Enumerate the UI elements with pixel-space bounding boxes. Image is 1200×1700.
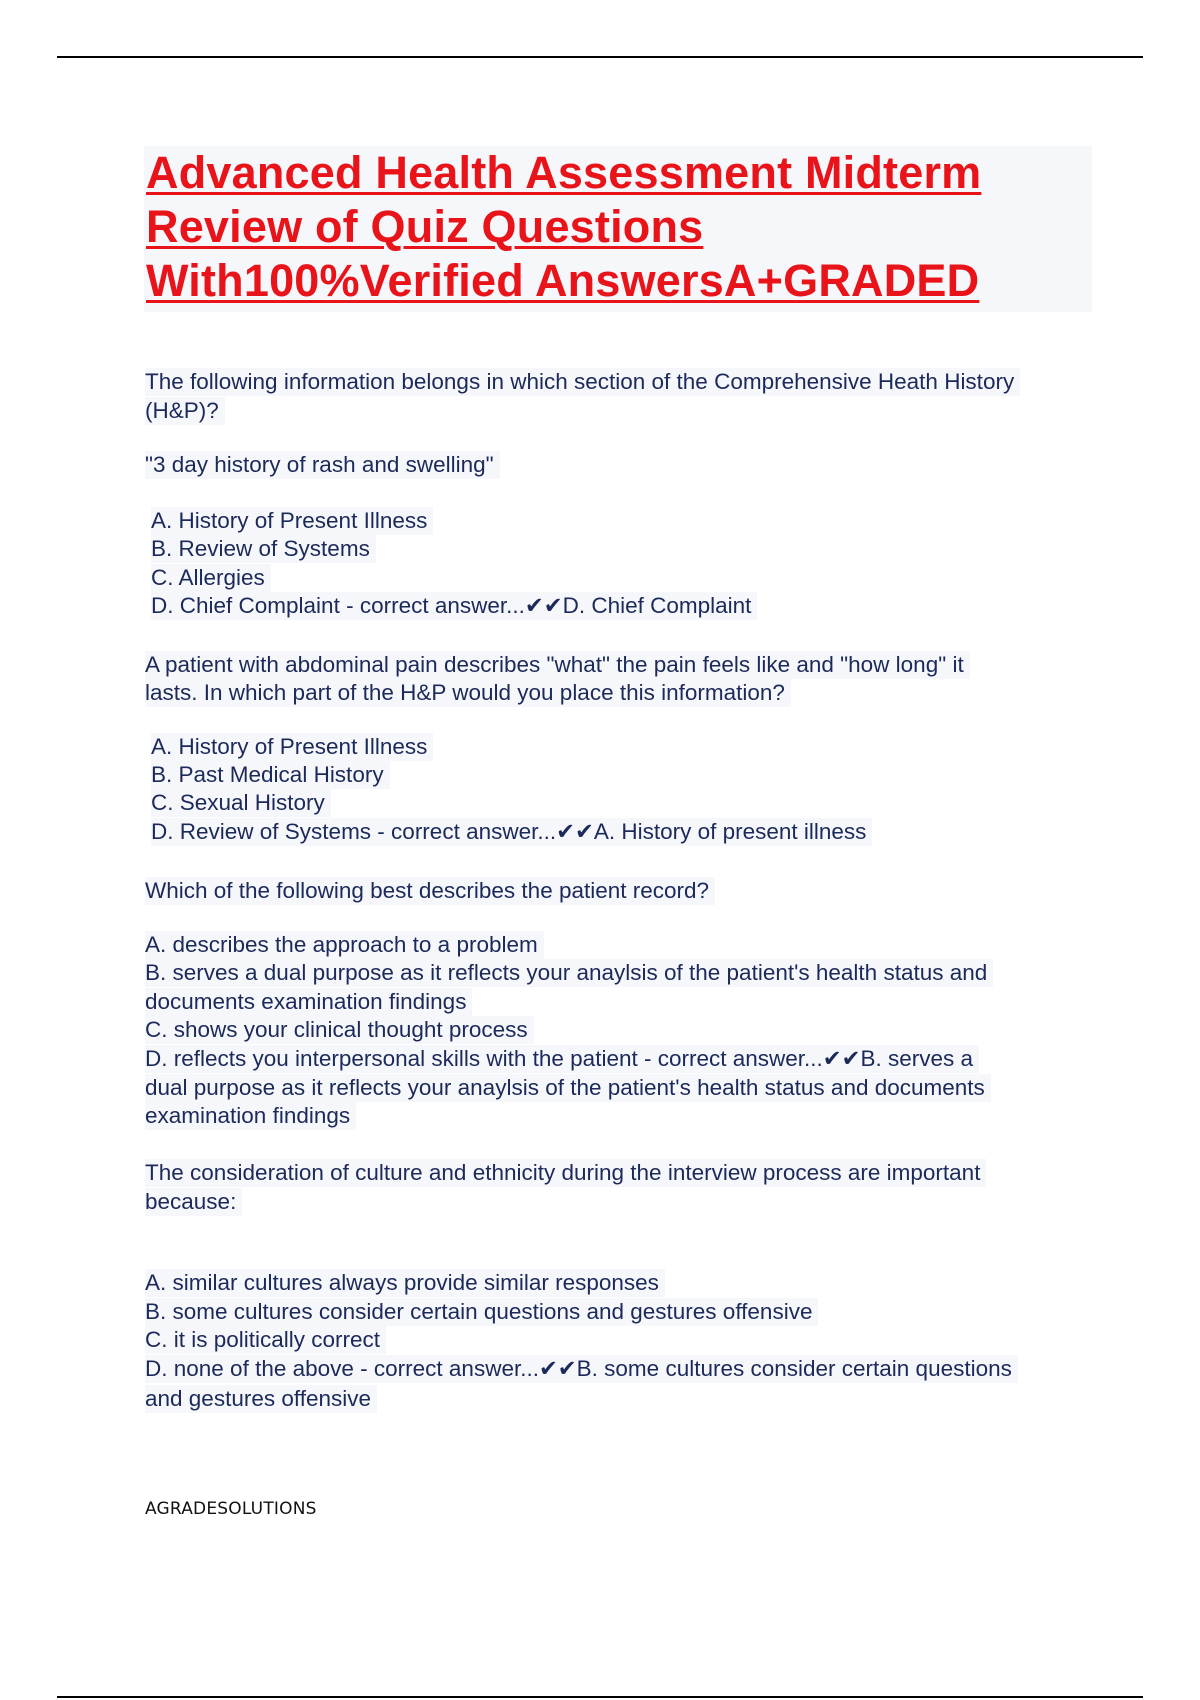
question-4-option-d-answer-line-1: D. none of the above - correct answer...✔✔B. some cultures consider certain questions (145, 1355, 1018, 1383)
document-title (144, 146, 1092, 312)
question-2-option-b: B. Past Medical History (151, 761, 390, 789)
question-2-option-c: C. Sexual History (151, 789, 331, 817)
question-1-option-b: B. Review of Systems (151, 535, 376, 563)
question-1-option-a: A. History of Present Illness (151, 507, 433, 535)
question-2-option-d-answer: D. Review of Systems - correct answer...✔✔A. History of present illness (151, 818, 872, 846)
question-1-option-d-answer: D. Chief Complaint - correct answer...✔✔D. Chief Complaint (151, 592, 757, 620)
question-1-stem-line-1: The following information belongs in which section of the Comprehensive Heath History (145, 368, 1020, 396)
question-4-option-c: C. it is politically correct (145, 1326, 386, 1354)
question-4-stem-line-2: because: (145, 1188, 242, 1216)
question-3-stem: Which of the following best describes the patient record? (145, 877, 715, 905)
question-4-option-d-answer-line-2: and gestures offensive (145, 1385, 377, 1413)
footer-brand: AGRADESOLUTIONS (145, 1499, 317, 1519)
question-4-stem-line-1: The consideration of culture and ethnicity during the interview process are important (145, 1159, 986, 1187)
question-1-stem-line-2: (H&P)? (145, 397, 225, 425)
question-3-option-a: A. describes the approach to a problem (145, 931, 544, 959)
question-1-quote: "3 day history of rash and swelling" (145, 451, 500, 479)
question-2-option-a: A. History of Present Illness (151, 733, 433, 761)
question-4-option-b: B. some cultures consider certain questions and gestures offensive (145, 1298, 818, 1326)
question-3-option-d-answer-line-1: D. reflects you interpersonal skills with the patient - correct answer...✔✔B. serves a (145, 1045, 979, 1073)
question-3-option-b-line-2: documents examination findings (145, 988, 472, 1016)
question-3-option-b-line-1: B. serves a dual purpose as it reflects your anaylsis of the patient's health status and (145, 959, 993, 987)
top-rule (57, 56, 1143, 58)
question-3-option-d-answer-line-3: examination findings (145, 1102, 356, 1130)
question-2-stem-line-1: A patient with abdominal pain describes "what" the pain feels like and "how long" it (145, 651, 970, 679)
question-1-option-c: C. Allergies (151, 564, 271, 592)
title-line-3: With100%Verified AnswersA+GRADED (146, 255, 980, 306)
title-line-1: Advanced Health Assessment Midterm (146, 147, 982, 198)
bottom-rule (57, 1696, 1143, 1698)
question-4-option-a: A. similar cultures always provide similar responses (145, 1269, 665, 1297)
question-2-stem-line-2: lasts. In which part of the H&P would you place this information? (145, 679, 791, 707)
title-line-2: Review of Quiz Questions (146, 201, 704, 252)
question-3-option-d-answer-line-2: dual purpose as it reflects your anaylsis of the patient's health status and documents (145, 1074, 991, 1102)
question-3-option-c: C. shows your clinical thought process (145, 1016, 534, 1044)
